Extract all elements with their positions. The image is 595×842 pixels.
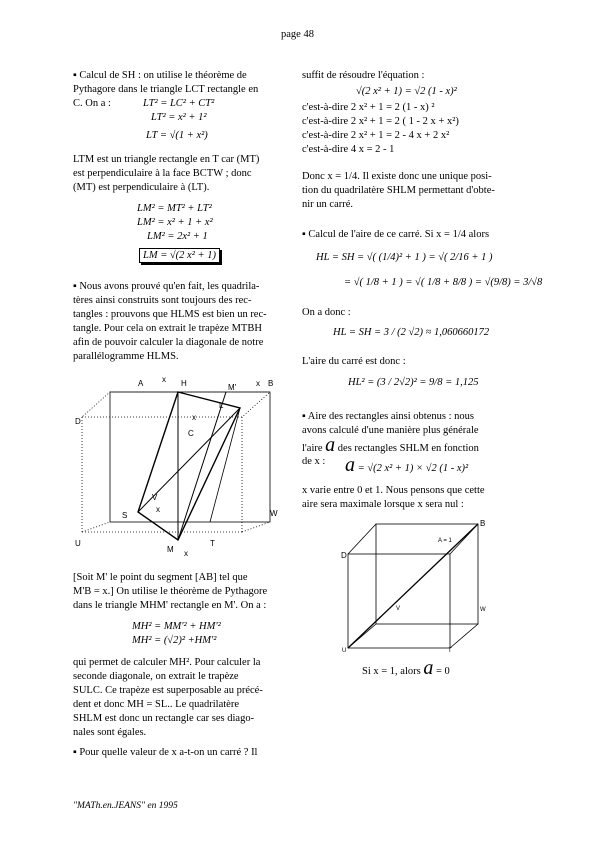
paragraph-line: C. On a : xyxy=(73,98,111,109)
paragraph-line: dent et donc MH = SL.. Le quadrilatère xyxy=(73,699,239,710)
paragraph-line: avons calculé d'une manière plus générale xyxy=(302,425,479,436)
label-A1: A = 1 xyxy=(438,538,452,544)
paragraph-line: Donc x = 1/4. Il existe donc une unique posi- xyxy=(302,171,492,182)
paragraph-line xyxy=(302,434,479,456)
paragraph-line: ▪ Pour quelle valeur de x a-t-on un carré ? Il xyxy=(73,747,258,758)
paragraph-line: On a donc : xyxy=(302,307,351,318)
paragraph-line: qui permet de calculer MH². Pour calculer la xyxy=(73,657,261,668)
footer-credit: "MATh.en.JEANS" en 1995 xyxy=(73,801,178,811)
equation-line: c'est-à-dire 2 x² + 1 = 2 ( 1 - 2 x + x²) xyxy=(302,116,459,127)
label-W: W xyxy=(270,509,278,518)
label-x: x xyxy=(256,379,260,388)
label-A: A xyxy=(138,379,144,388)
paragraph-line: ▪ Nous avons prouvé qu'en fait, les quadrila- xyxy=(73,281,260,292)
text: Si x = 1, alors xyxy=(362,666,421,677)
equation: MH² = MM'² + HM'² xyxy=(132,621,221,632)
label-Mprime: M' xyxy=(228,383,237,392)
aire-symbol: a xyxy=(325,434,336,456)
label-C: C xyxy=(188,429,194,438)
paragraph-line: ▪ Calcul de SH : on utilise le théorème de xyxy=(73,70,247,81)
label-V: V xyxy=(152,493,158,502)
paragraph-line: tion du quadrilatère SHLM permettant d'obte- xyxy=(302,185,495,196)
label-x: x xyxy=(192,413,196,422)
paragraph-line: dans le triangle MHM' rectangle en M'. On a : xyxy=(73,600,267,611)
paragraph-line: suffit de résoudre l'équation : xyxy=(302,70,425,81)
equation: = √( 1/8 + 1 ) = √( 1/8 + 8/8 ) = √(9/8) = 3/√8 xyxy=(344,277,543,288)
paragraph-line: parallélogramme HLMS. xyxy=(73,351,179,362)
label-T: T xyxy=(210,539,215,548)
label-W: W xyxy=(480,607,486,613)
label-L: L xyxy=(219,401,224,410)
equation: HL = SH = √( (1/4)² + 1 ) = √( 2/16 + 1 ) xyxy=(316,252,493,263)
label-B: B xyxy=(268,379,274,388)
paragraph-line: LTM est un triangle rectangle en T car (MT) xyxy=(73,154,260,165)
label-T: T xyxy=(448,648,452,653)
paragraph-line: x varie entre 0 et 1. Nous pensons que cette xyxy=(302,485,485,496)
paragraph-line: (MT) est perpendiculaire à (LT). xyxy=(73,182,210,193)
boxed-result: LM = √(2 x² + 1) xyxy=(139,248,220,263)
paragraph-line: afin de pouvoir calculer la diagonale de notre xyxy=(73,337,264,348)
equation: LT² = LC² + CT² xyxy=(143,98,215,109)
paragraph-line: SULC. Ce trapèze est superposable au précé- xyxy=(73,685,263,696)
paragraph-line: de x : xyxy=(302,456,326,467)
paragraph-line: L'aire du carré est donc : xyxy=(302,356,406,367)
paragraph-line: nales sont égales. xyxy=(73,727,147,738)
label-S: S xyxy=(122,511,128,520)
text: l'aire xyxy=(302,443,323,454)
paragraph-line xyxy=(362,657,450,679)
equation xyxy=(345,454,469,476)
equation: HL = SH = 3 / (2 √2) ≈ 1,060660172 xyxy=(333,327,490,338)
paragraph-line: Pythagore dans le triangle LCT rectangle en xyxy=(73,84,259,95)
label-x: x xyxy=(162,375,166,384)
equation-line: c'est-à-dire 2 x² + 1 = 2 - 4 x + 2 x² xyxy=(302,130,450,141)
paragraph-line: est perpendiculaire à la face BCTW ; donc xyxy=(73,168,252,179)
label-x: x xyxy=(156,505,160,514)
label-H: H xyxy=(181,379,187,388)
label-V: V xyxy=(396,606,401,612)
label-B: B xyxy=(480,519,486,528)
page-number: page 48 xyxy=(281,29,314,40)
paragraph-line: aire sera maximale lorsque x sera nul : xyxy=(302,499,464,510)
equation-rhs: = √(2 x² + 1) × √2 (1 - x)² xyxy=(357,463,469,474)
label-x: x xyxy=(184,549,188,558)
equation: √(2 x² + 1) = √2 (1 - x)² xyxy=(356,86,457,97)
cube-figure-x1 xyxy=(336,518,496,653)
paragraph-line: [Soit M' le point du segment [AB] tel que xyxy=(73,572,248,583)
aire-symbol: a xyxy=(423,657,434,679)
paragraph-line: ▪ Calcul de l'aire de ce carré. Si x = 1/4 alors xyxy=(302,229,490,240)
paragraph-line: nir un carré. xyxy=(302,199,354,210)
paragraph-line: seconde diagonale, on extrait le trapèze xyxy=(73,671,239,682)
paragraph-line: SHLM est donc un rectangle car ses diago- xyxy=(73,713,255,724)
text: des rectangles SHLM en fonction xyxy=(337,443,479,454)
paragraph-line: tangles : prouvons que HLMS est bien un rec- xyxy=(73,309,267,320)
equation-line: c'est-à-dire 4 x = 2 - 1 xyxy=(302,144,395,155)
label-D: D xyxy=(75,417,81,426)
paragraph-line: tangle. Pour cela on extrait le trapèze MTBH xyxy=(73,323,262,334)
equation: MH² = (√2)² +HM'² xyxy=(132,635,217,646)
label-U: U xyxy=(342,648,347,653)
paragraph-line: M'B = x.] On utilise le théorème de Pythagore xyxy=(73,586,268,597)
equation-line: c'est-à-dire 2 x² + 1 = 2 (1 - x) ² xyxy=(302,102,435,113)
equation: LT² = x² + 1² xyxy=(151,112,207,123)
paragraph-line: tères ainsi construits sont toujours des rec- xyxy=(73,295,252,306)
equation: LM² = MT² + LT² xyxy=(137,203,212,214)
paragraph-line: ▪ Aire des rectangles ainsi obtenus : nous xyxy=(302,411,474,422)
equation: LM² = 2x² + 1 xyxy=(147,231,208,242)
text: = 0 xyxy=(435,666,450,677)
label-D: D xyxy=(341,551,347,560)
label-U: U xyxy=(75,539,81,548)
label-M: M xyxy=(167,545,174,554)
cube-figure xyxy=(70,372,295,562)
equation: HL² = (3 / 2√2)² = 9/8 = 1,125 xyxy=(348,377,479,388)
equation: LT = √(1 + x²) xyxy=(146,130,208,141)
aire-symbol: a xyxy=(345,454,355,476)
equation: LM² = x² + 1 + x² xyxy=(137,217,213,228)
